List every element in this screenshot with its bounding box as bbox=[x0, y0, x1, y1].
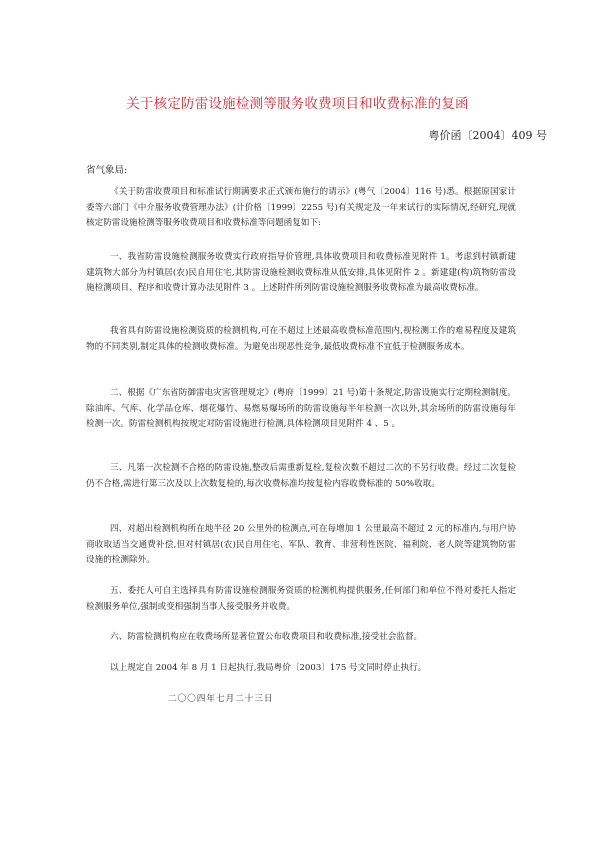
recipient-line: 省气象局: bbox=[86, 165, 128, 176]
paragraph-item-4: 四、对超出检测机构所在地半径 20 公里外的检测点,可在每增加 1 公里最高不超过 2 元的标准内,与用户协商收取适当交通费补偿,但对村镇居(农)民自用住宅、军队、教育、非营利性医院、福利院、老人院等建筑物防雷设施的检测除外。 bbox=[86, 524, 516, 566]
paragraph-intro: 《关于防雷收费项目和标准试行期满要求正式颁布施行的请示》(粤气〔2004〕116 号)悉。根据原国家计委等六部门《中介服务收费管理办法》(计价格〔1999〕2255 号)有关规定及一年来试行的实际情况,经研究,现就核定防雷设施检测等服务收费项目和收费标准等问题函复如下: bbox=[86, 187, 516, 229]
document-number: 粤价函〔2004〕409 号 bbox=[428, 129, 547, 142]
paragraph-item-1: 一、我省防雷设施检测服务收费实行政府指导价管理,具体收费项目和收费标准见附件 1。考虑到村镇新建建筑物大部分为村镇居(农)民自用住宅,其防雷设施检测收费标准从低安排,具体见附件 2 。新建建(构)筑物防雷设施检测项目、程序和收费计算办法见附件 3 。上述附件所列防雷设施检测服务收费标准为最高收费标准。 bbox=[86, 252, 516, 294]
paragraph-effective-date: 以上规定自 2004 年 8 月 1 日起执行,我局粤价〔2003〕175 号文同时停止执行。 bbox=[110, 663, 427, 673]
paragraph-item-5: 五、委托人可自主选择具有防雷设施检测服务资质的检测机构提供服务,任何部门和单位不得对委托人指定检测服务单位,强制或变相强制当事人接受服务并收费。 bbox=[86, 586, 516, 612]
paragraph-item-1-detail: 我省具有防雷设施检测资质的检测机构,可在不超过上述最高收费标准范围内,视检测工作的难易程度及建筑物的不同类别,制定具体的检测收费标准。为避免出现恶性竞争,最低收费标准不宜低于检测服务成本。 bbox=[86, 326, 516, 352]
paragraph-item-3: 三、凡第一次检测不合格的防雷设施,整改后需重新复检,复检次数不超过二次的不另行收费。经过二次复检仍不合格,需进行第三次及以上次数复检的,每次收费标准均按复检内容收费标准的 50%收取。 bbox=[86, 463, 516, 489]
paragraph-item-2: 二、根据《广东省防御雷电灾害管理规定》(粤府〔1999〕21 号)第十条规定,防雷设施实行定期检测制度。除油库、气库、化学品仓库、烟花爆竹、易燃易爆场所的防雷设施每半年检测一次以外,其余场所的防雷设施每年检测一次。防雷检测机构按规定对防雷设施进行检测,具体检测项目见附件 4 、5 。 bbox=[86, 388, 516, 430]
paragraph-item-6: 六、防雷检测机构应在收费场所显著位置公布收费项目和收费标准,接受社会监督。 bbox=[110, 632, 423, 642]
signature-date: 二〇〇四年七月二十三日 bbox=[168, 694, 274, 704]
document-title: 关于核定防雷设施检测等服务收费项目和收费标准的复函 bbox=[126, 96, 469, 112]
